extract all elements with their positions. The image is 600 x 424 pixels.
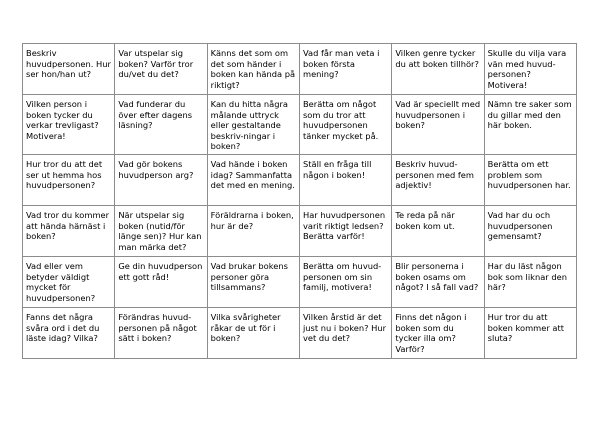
question-card: Var utspelar sig boken? Varför tror du/vet du det? bbox=[115, 44, 207, 95]
question-card: Känns det som om det som händer i boken kan hända på riktigt? bbox=[207, 44, 299, 95]
question-card: Vad brukar bokens personer göra tillsammans? bbox=[207, 256, 299, 307]
question-card: Finns det någon i boken som du tycker illa om? Varför? bbox=[392, 307, 484, 358]
question-card: Skulle du vilja vara vän med huvud-personen? Motivera! bbox=[484, 44, 576, 95]
card-row-1 bbox=[23, 44, 577, 95]
question-card: Vad gör bokens huvudperson arg? bbox=[115, 154, 207, 205]
question-card: Hur tror du att det ser ut hemma hos huvudpersonen? bbox=[23, 154, 115, 205]
question-card: Vilken årstid är det just nu i boken? Hur vet du det? bbox=[299, 307, 391, 358]
question-card: Te reda på när boken kom ut. bbox=[392, 205, 484, 256]
question-card: Vad hände i boken idag? Sammanfatta det med en mening. bbox=[207, 154, 299, 205]
question-card: Berätta om ett problem som huvudpersonen har. bbox=[484, 154, 576, 205]
question-card: Kan du hitta några målande uttryck eller gestaltande beskriv-ningar i boken? bbox=[207, 95, 299, 155]
question-card: Förändras huvud-personen på något sätt i boken? bbox=[115, 307, 207, 358]
question-card: Har du läst någon bok som liknar den här? bbox=[484, 256, 576, 307]
question-card: Beskriv huvudpersonen. Hur ser hon/han ut? bbox=[23, 44, 115, 95]
card-row-2 bbox=[23, 95, 577, 155]
question-card: Ställ en fråga till någon i boken! bbox=[299, 154, 391, 205]
question-card: Vilka svårigheter råkar de ut för i boken? bbox=[207, 307, 299, 358]
question-card-grid bbox=[22, 43, 577, 359]
question-card: Vad är speciellt med huvudpersonen i boken? bbox=[392, 95, 484, 155]
card-row-6 bbox=[23, 307, 577, 358]
question-card: Vilken person i boken tycker du verkar trevligast? Motivera! bbox=[23, 95, 115, 155]
question-card: Fanns det några svåra ord i det du läste idag? Vilka? bbox=[23, 307, 115, 358]
question-card: Vad funderar du över efter dagens läsning? bbox=[115, 95, 207, 155]
question-card: Berätta om huvud-personen om sin familj, motivera! bbox=[299, 256, 391, 307]
question-card: Föräldrarna i boken, hur är de? bbox=[207, 205, 299, 256]
question-card: Vilken genre tycker du att boken tillhör? bbox=[392, 44, 484, 95]
card-row-4 bbox=[23, 205, 577, 256]
question-card: När utspelar sig boken (nutid/för länge sen)? Hur kan man märka det? bbox=[115, 205, 207, 256]
question-card: Beskriv huvud-personen med fem adjektiv! bbox=[392, 154, 484, 205]
question-card: Berätta om något som du tror att huvudpersonen tänker mycket på. bbox=[299, 95, 391, 155]
question-card: Har huvudpersonen varit riktigt ledsen? Berätta varför! bbox=[299, 205, 391, 256]
question-card: Vad har du och huvudpersonen gemensamt? bbox=[484, 205, 576, 256]
card-row-3 bbox=[23, 154, 577, 205]
question-card: Vad eller vem betyder väldigt mycket för huvudpersonen? bbox=[23, 256, 115, 307]
question-card: Vad får man veta i boken första mening? bbox=[299, 44, 391, 95]
question-card: Blir personerna i boken osams om något? I så fall vad? bbox=[392, 256, 484, 307]
card-row-5 bbox=[23, 256, 577, 307]
question-card: Hur tror du att boken kommer att sluta? bbox=[484, 307, 576, 358]
question-card: Vad tror du kommer att hända härnäst i boken? bbox=[23, 205, 115, 256]
question-card: Ge din huvudperson ett gott råd! bbox=[115, 256, 207, 307]
question-card: Nämn tre saker som du gillar med den här boken. bbox=[484, 95, 576, 155]
question-card-grid-body bbox=[23, 44, 577, 359]
